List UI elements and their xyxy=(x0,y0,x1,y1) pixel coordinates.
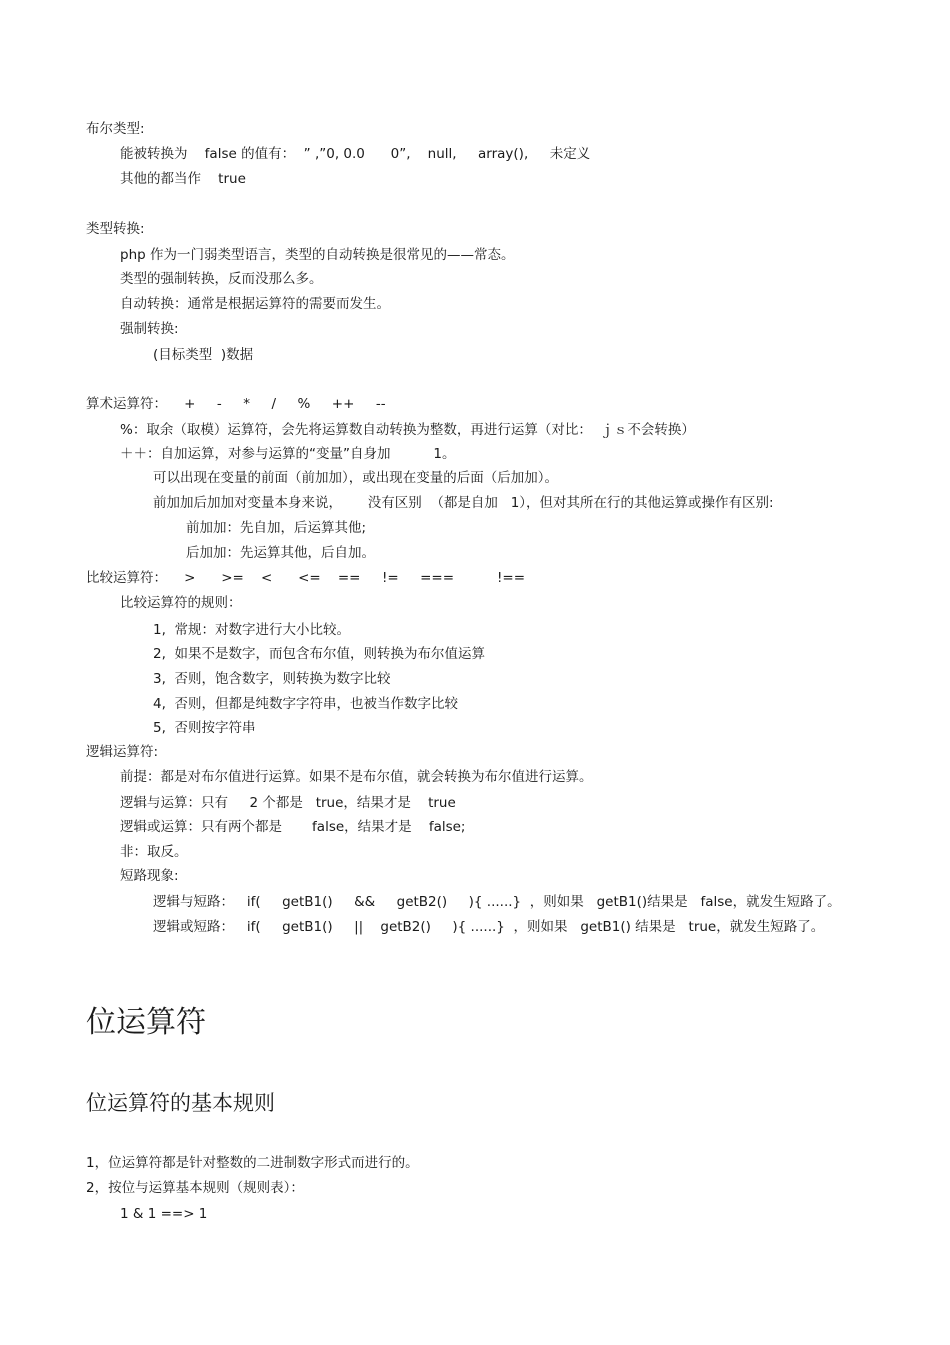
logical-operators-heading: 逻辑运算符: xyxy=(86,744,159,760)
modulo-line: %：取余（取模）运算符，会先将运算数自动转换为整数，再进行运算（对比： ｊｓ不会转换） xyxy=(120,422,695,438)
bitwise-operators-title: 位运算符 xyxy=(86,1005,206,1040)
forced-conversion-rare-line: 类型的强制转换，反而没那么多。 xyxy=(120,271,323,287)
increment-difference-line: 前加加后加加对变量本身来说， 没有区别 （都是自加 1），但对其所在行的其他运算或操作有区别: xyxy=(153,495,774,511)
forced-conversion-label: 强制转换: xyxy=(120,321,179,337)
comparison-rule-3: 3, 否则，饱含数字，则转换为数字比较 xyxy=(153,671,391,687)
auto-conversion-line: 自动转换：通常是根据运算符的需要而发生。 xyxy=(120,296,390,312)
logical-premise-line: 前提：都是对布尔值进行运算。如果不是布尔值，就会转换为布尔值进行运算。 xyxy=(120,769,593,785)
bitwise-rule-2: 2，按位与运算基本规则（规则表）： xyxy=(86,1180,304,1196)
logical-or-line: 逻辑或运算：只有两个都是 false，结果才是 false; xyxy=(120,819,466,835)
comparison-rule-1: 1, 常规：对数字进行大小比较。 xyxy=(153,622,350,638)
comparison-rule-4: 4, 否则，但都是纯数字字符串，也被当作数字比较 xyxy=(153,696,458,712)
type-conversion-heading: 类型转换: xyxy=(86,221,145,237)
bitwise-rule-1: 1，位运算符都是针对整数的二进制数字形式而进行的。 xyxy=(86,1155,419,1171)
arithmetic-operators-line: 算术运算符： + - * / % ++ -- xyxy=(86,396,386,412)
weak-typing-line: php 作为一门弱类型语言，类型的自动转换是很常见的——常态。 xyxy=(120,247,515,263)
bool-true-line: 其他的都当作 true xyxy=(120,171,246,187)
comparison-rule-5: 5, 否则按字符串 xyxy=(153,720,256,736)
logical-not-line: 非：取反。 xyxy=(120,844,188,860)
comparison-rules-heading: 比较运算符的规则： xyxy=(120,595,242,611)
increment-position-line: 可以出现在变量的前面（前加加），或出现在变量的后面（后加加）。 xyxy=(153,470,558,486)
cast-syntax-line: (目标类型 )数据 xyxy=(153,347,254,363)
and-short-circuit-line: 逻辑与短路： if( getB1() && getB2() ){ ......} ，则如果 getB1()结果是 false，就发生短路了。 xyxy=(153,894,841,910)
bool-false-values-line: 能被转换为 false 的值有： ” ,”0, 0.0 0”, null, array(), 未定义 xyxy=(120,146,591,162)
post-increment-line: 后加加：先运算其他，后自加。 xyxy=(186,545,375,561)
short-circuit-heading: 短路现象: xyxy=(120,868,179,884)
bitwise-rules-subtitle: 位运算符的基本规则 xyxy=(86,1091,275,1115)
comparison-rule-2: 2, 如果不是数字，而包含布尔值，则转换为布尔值运算 xyxy=(153,646,485,662)
or-short-circuit-line: 逻辑或短路： if( getB1() || getB2() ){ ......} ，则如果 getB1() 结果是 true，就发生短路了。 xyxy=(153,919,825,935)
increment-line: ＋＋：自加运算，对参与运算的“变量”自身加 1。 xyxy=(120,446,456,462)
logical-and-line: 逻辑与运算：只有 2 个都是 true，结果才是 true xyxy=(120,795,456,811)
pre-increment-line: 前加加：先自加，后运算其他; xyxy=(186,520,367,536)
comparison-operators-line: 比较运算符： > >= < <= == != === !== xyxy=(86,570,526,586)
bitwise-and-example: 1 & 1 ==> 1 xyxy=(120,1206,208,1222)
bool-type-heading: 布尔类型: xyxy=(86,121,145,137)
